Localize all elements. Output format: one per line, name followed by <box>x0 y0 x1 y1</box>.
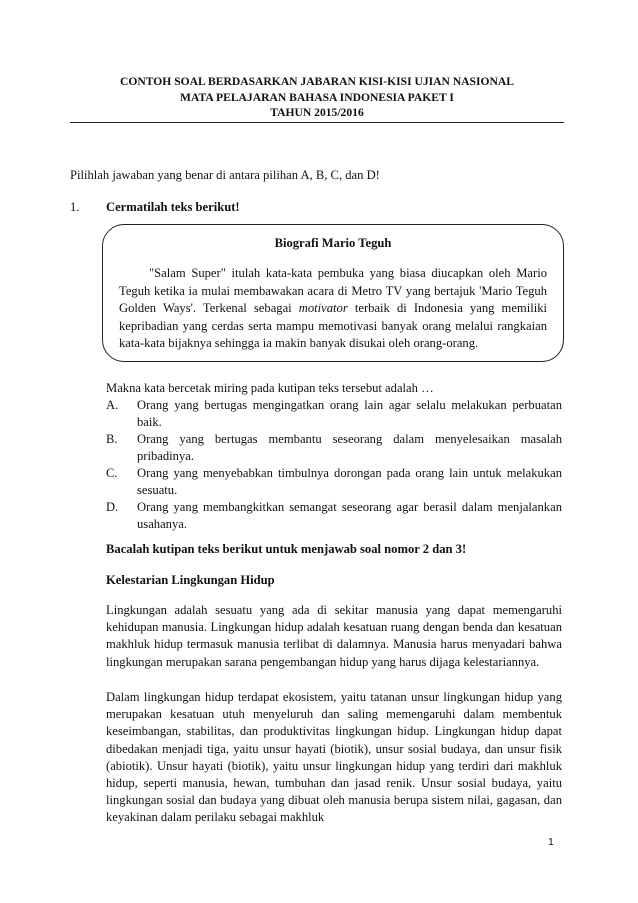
answer-options <box>106 397 562 533</box>
biography-box <box>102 224 564 362</box>
header-line-2: MATA PELAJARAN BAHASA INDONESIA PAKET I <box>180 90 454 104</box>
instruction-text: Pilihlah jawaban yang benar di antara pilihan A, B, C, dan D! <box>70 168 380 182</box>
passage-intro: Bacalah kutipan teks berikut untuk menjawab soal nomor 2 dan 3! <box>106 542 467 556</box>
header-divider <box>70 122 564 123</box>
option-letter: B. <box>106 432 118 446</box>
question-title: Cermatilah teks berikut! <box>106 200 240 214</box>
passage-title: Kelestarian Lingkungan Hidup <box>106 573 275 587</box>
option-letter: C. <box>106 466 118 480</box>
option-c[interactable] <box>106 465 562 499</box>
header-line-3: TAHUN 2015/2016 <box>270 106 364 119</box>
question-number: 1. <box>70 200 80 214</box>
option-text: Orang yang menyebabkan timbulnya dorongan pada orang lain untuk melakukan sesuatu. <box>137 466 562 497</box>
option-d[interactable] <box>106 499 562 533</box>
page-number: 1 <box>548 836 554 848</box>
biography-text <box>119 265 547 353</box>
option-a[interactable] <box>106 397 562 431</box>
option-b[interactable] <box>106 431 562 465</box>
biography-text-part1: "Salam Super" itulah kata-kata pembuka yang biasa diucapkan oleh Mario Teguh ketika ia mulai membawakan acara di Metro TV yang bertajuk 'Mario Teguh Golden Ways'. Terkenal sebagai <box>119 266 547 315</box>
option-text: Orang yang membangkitkan semangat seseorang agar berasil dalam menjalankan usahanya. <box>137 500 562 531</box>
biography-title: Biografi Mario Teguh <box>274 236 392 250</box>
question-stem: Makna kata bercetak miring pada kutipan teks tersebut adalah … <box>106 381 434 395</box>
option-text: Orang yang bertugas membantu seseorang dalam menyelesaikan masalah pribadinya. <box>137 432 562 463</box>
option-letter: A. <box>106 398 119 412</box>
italic-word: motivator <box>298 301 348 315</box>
passage-paragraph-1: Lingkungan adalah sesuatu yang ada di sekitar manusia yang dapat memengaruhi kehidupan manusia. Lingkungan hidup adalah kesatuan ruang dengan benda dan kesatuan makhluk hidup termasuk manusia terlibat di dalamnya. Manusia harus menyadari bahwa lingkungan merupakan sarana pengembangan hidup yang harus dijaga kelestariannya. <box>106 603 562 669</box>
biography-text-part2: terbaik di Indonesia yang memiliki kepribadian yang cerdas serta mampu memotivasi banyak orang melalui rangkaian kata-kata bijaknya sehingga ia makin banyak disukai oleh orang-orang. <box>119 301 547 350</box>
header-line-1: CONTOH SOAL BERDASARKAN JABARAN KISI-KISI UJIAN NASIONAL <box>119 75 515 88</box>
option-letter: D. <box>106 500 119 514</box>
document-header <box>70 74 564 121</box>
passage-paragraph-2: Dalam lingkungan hidup terdapat ekosistem, yaitu tatanan unsur lingkungan hidup yang merupakan kesatuan utuh menyeluruh dan saling memengaruhi dalam membentuk keseimbangan, stabilitas, dan produktivitas lingkungan hidup. Lingkungan hidup dapat dibedakan menjadi tiga, yaitu unsur hayati (biotik), unsur sosial budaya, dan unsur fisik (abiotik). Unsur hayati (biotik), yaitu unsur lingkungan hidup yang terdiri dari makhluk hidup, seperti manusia, hewan, tumbuhan dan jasad renik. Unsur sosial budaya, yaitu lingkungan sosial dan budaya yang dibuat oleh manusia berupa sistem nilai, gagasan, dan keyakinan dalam perilaku sebagai makhluk <box>106 690 562 825</box>
option-text: Orang yang bertugas mengingatkan orang lain agar selalu melakukan perbuatan baik. <box>137 398 562 429</box>
